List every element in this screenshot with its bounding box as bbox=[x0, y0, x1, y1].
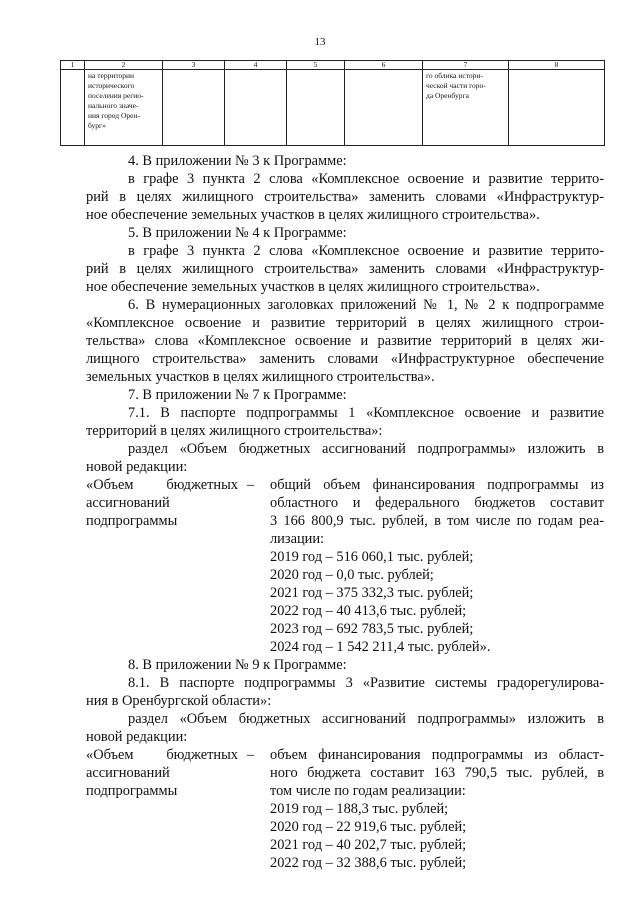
block-value-line: 2022 год – 32 388,6 тыс. рублей; bbox=[270, 855, 467, 871]
table-cell bbox=[423, 70, 509, 146]
paragraph-line: земельных участков в целях жилищного строительства». bbox=[86, 369, 435, 385]
paragraph-line: раздел «Объем бюджетных ассигнований подпрограммы» изложить в bbox=[128, 711, 604, 727]
table-cell bbox=[345, 70, 423, 146]
block-value-line: том числе по годам реализации: bbox=[270, 783, 466, 799]
table-header-cell: 7 bbox=[423, 61, 509, 70]
paragraph-line: новой редакции: bbox=[86, 729, 188, 745]
block-label-line: подпрограммы bbox=[86, 783, 178, 799]
paragraph-line: в графе 3 пункта 2 слова «Комплексное освоение и развитие террито- bbox=[128, 243, 604, 259]
paragraph-line: новой редакции: bbox=[86, 459, 188, 475]
block-value-line: общий объем финансирования подпрограммы из bbox=[270, 477, 604, 493]
paragraph-line: 5. В приложении № 4 к Программе: bbox=[128, 225, 347, 241]
table-header-cell: 8 bbox=[509, 61, 605, 70]
block-value-line: 2019 год – 188,3 тыс. рублей; bbox=[270, 801, 449, 817]
paragraph-line: территорий в целях жилищного строительства»: bbox=[86, 423, 383, 439]
table-header-cell: 2 bbox=[85, 61, 163, 70]
cell-line: нального значе- bbox=[88, 101, 139, 110]
paragraph-line: ное обеспечение земельных участков в целях жилищного строительства». bbox=[86, 207, 540, 223]
cell-line: исторического bbox=[88, 81, 135, 90]
block-label-line: «Объем бюджетных bbox=[86, 477, 238, 493]
block-value-line: ного бюджета составит 163 790,5 тыс. рублей, в bbox=[270, 765, 604, 781]
cell-line: го облика истори- bbox=[426, 71, 483, 80]
table-header-cell: 6 bbox=[345, 61, 423, 70]
paragraph-line: 7. В приложении № 7 к Программе: bbox=[128, 387, 347, 403]
cell-line: ческой части горо- bbox=[426, 81, 486, 90]
block-value-line: 2022 год – 40 413,6 тыс. рублей; bbox=[270, 603, 467, 619]
paragraph-line: 6. В нумерационных заголовках приложений № 1, № 2 к подпрограмме bbox=[128, 297, 604, 313]
paragraph-line: 8.1. В паспорте подпрограммы 3 «Развитие системы градорегулирова- bbox=[128, 675, 604, 691]
paragraph-line: «Комплексное освоение и развитие территорий в целях жилищного строи- bbox=[86, 315, 604, 331]
block-value-line: 2024 год – 1 542 211,4 тыс. рублей». bbox=[270, 639, 491, 655]
block-value-line: 3 166 800,9 тыс. рублей, в том числе по годам реа- bbox=[270, 513, 604, 529]
cell-line: да Оренбурга bbox=[426, 91, 469, 100]
table-cell bbox=[287, 70, 345, 146]
paragraph-line: 4. В приложении № 3 к Программе: bbox=[128, 153, 347, 169]
block-value-line: 2023 год – 692 783,5 тыс. рублей; bbox=[270, 621, 474, 637]
table-cell bbox=[85, 70, 163, 146]
continuation-table bbox=[60, 60, 605, 146]
block-label-line: «Объем бюджетных bbox=[86, 747, 238, 763]
block-value-line: 2019 год – 516 060,1 тыс. рублей; bbox=[270, 549, 474, 565]
table-header-row bbox=[61, 61, 605, 70]
table-header-cell: 4 bbox=[225, 61, 287, 70]
block-label-line: ассигнований bbox=[86, 765, 170, 781]
table-cell bbox=[225, 70, 287, 146]
block-value-line: объем финансирования подпрограммы из област- bbox=[270, 747, 604, 763]
paragraph-line: ния в Оренбургской области»: bbox=[86, 693, 272, 709]
table-header-cell: 3 bbox=[163, 61, 225, 70]
table-cell bbox=[163, 70, 225, 146]
cell-line: на территории bbox=[88, 71, 135, 80]
paragraph-line: тельства» слова «Комплексное освоение и развитие территорий в целях жи- bbox=[86, 333, 604, 349]
table-header-cell: 5 bbox=[287, 61, 345, 70]
block-label-line: подпрограммы bbox=[86, 513, 178, 529]
paragraph-line: рий в целях жилищного строительства» заменить словами «Инфраструктур- bbox=[86, 189, 604, 205]
paragraph-line: 7.1. В паспорте подпрограммы 1 «Комплексное освоение и развитие bbox=[128, 405, 604, 421]
table-cell bbox=[509, 70, 605, 146]
paragraph-line: лищного строительства» заменить словами «Инфраструктурное обеспечение bbox=[86, 351, 604, 367]
block-label-line: ассигнований bbox=[86, 495, 170, 511]
table-row bbox=[61, 70, 605, 146]
paragraph-line: в графе 3 пункта 2 слова «Комплексное освоение и развитие террито- bbox=[128, 171, 604, 187]
block-value-line: 2020 год – 0,0 тыс. рублей; bbox=[270, 567, 434, 583]
block-dash: – bbox=[247, 477, 255, 493]
block-value-line: 2021 год – 375 332,3 тыс. рублей; bbox=[270, 585, 474, 601]
paragraph-line: раздел «Объем бюджетных ассигнований подпрограммы» изложить в bbox=[128, 441, 604, 457]
paragraph-line: 8. В приложении № 9 к Программе: bbox=[128, 657, 347, 673]
block-dash: – bbox=[247, 747, 255, 763]
block-value-line: 2021 год – 40 202,7 тыс. рублей; bbox=[270, 837, 467, 853]
cell-line: ния город Орен- bbox=[88, 111, 140, 120]
paragraph-line: ное обеспечение земельных участков в целях жилищного строительства». bbox=[86, 279, 540, 295]
cell-line: поселения регио- bbox=[88, 91, 144, 100]
block-value-line: 2020 год – 22 919,6 тыс. рублей; bbox=[270, 819, 467, 835]
block-value-line: областного и федерального бюджетов составит bbox=[270, 495, 604, 511]
table-cell bbox=[61, 70, 85, 146]
table-header-cell: 1 bbox=[61, 61, 85, 70]
paragraph-line: рий в целях жилищного строительства» заменить словами «Инфраструктур- bbox=[86, 261, 604, 277]
cell-line: бург» bbox=[88, 121, 106, 130]
block-value-line: лизации: bbox=[270, 531, 325, 547]
page-number: 13 bbox=[314, 36, 326, 48]
